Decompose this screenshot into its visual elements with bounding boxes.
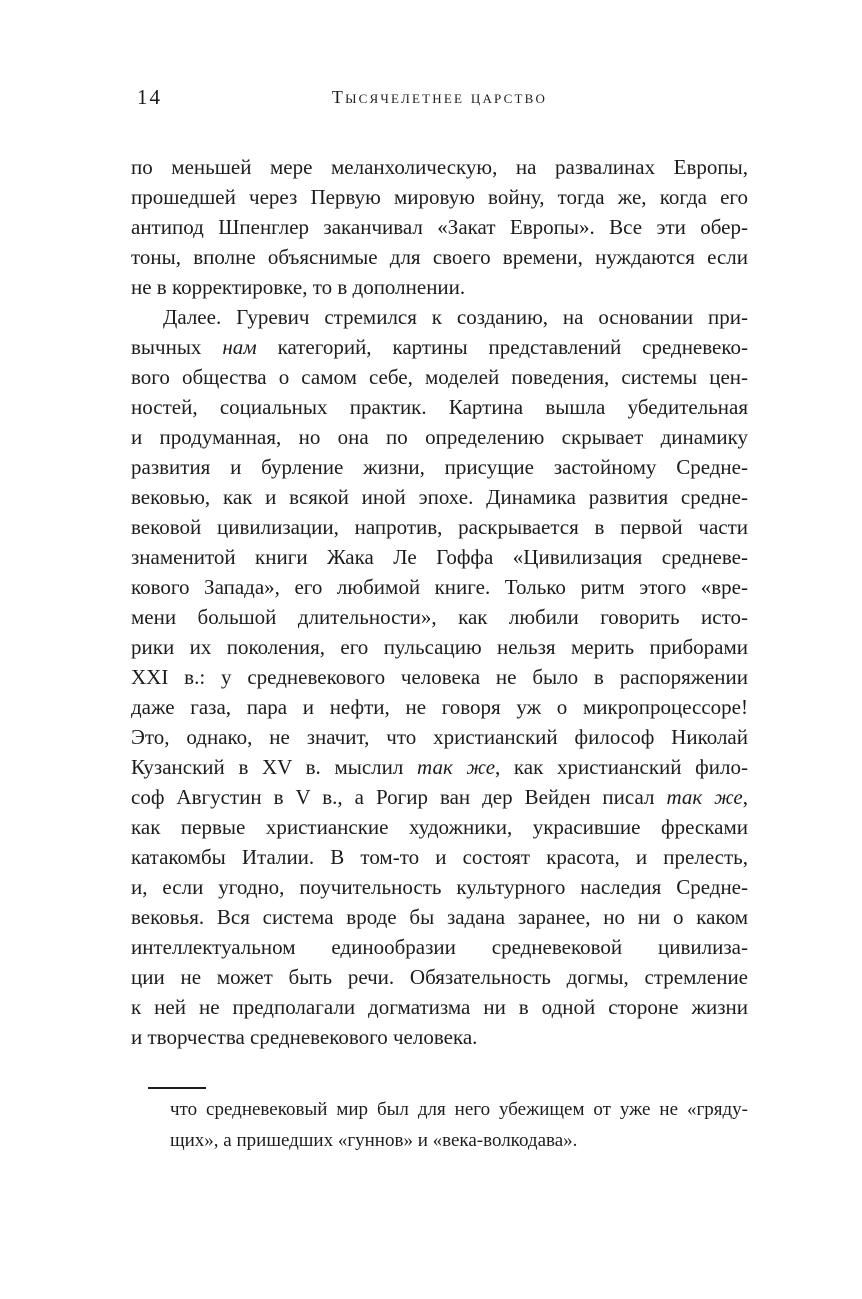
footnote-separator (148, 1087, 206, 1089)
running-header: Тысячелетнее царство (331, 87, 548, 107)
text-line: как первые христианские художники, украсившие фресками (131, 815, 748, 839)
text-line: вычных нам категорий, картины представлений средневеко- (131, 335, 749, 359)
text-line: вековой цивилизации, напротив, раскрывается в первой части (131, 515, 748, 539)
paragraph (131, 302, 748, 1052)
body-text (131, 152, 748, 1052)
text-line: Кузанский в XV в. мыслил так же, как христианский фило- (131, 755, 748, 779)
text-line: соф Августин в V в., а Рогир ван дер Вейден писал так же, (131, 785, 748, 809)
text-line: что средневековый мир был для него убежищем от уже не «гряду- (170, 1099, 748, 1120)
italic-text: так же (417, 755, 496, 779)
text-line: прошедшей через Первую мировую войну, тогда же, когда его (131, 185, 748, 209)
text-line: антипод Шпенглер заканчивал «Закат Европы». Все эти обер- (131, 215, 748, 239)
text-line: и продуманная, но она по определению скрывает динамику (131, 425, 748, 449)
text-line: мени большой длительности», как любили говорить исто- (131, 605, 748, 629)
text-line: вого общества о самом себе, моделей поведения, системы цен- (131, 365, 748, 389)
text-line: катакомбы Италии. В том-то и состоят красота, и прелесть, (131, 845, 748, 869)
text-line: XXI в.: у средневекового человека не было в распоряжении (131, 665, 748, 689)
italic-text: нам (222, 335, 257, 359)
text-line: вековью, как и всякой иной эпохе. Динамика развития средне- (131, 485, 748, 509)
text-line: кового Запада», его любимой книге. Только ритм этого «вре- (131, 575, 748, 599)
text-line: к ней не предполагали догматизма ни в одной стороне жизни (131, 995, 748, 1019)
italic-text: так же (666, 785, 743, 809)
text-line: интеллектуальном единообразии средневековой цивилиза- (131, 935, 748, 959)
text-line: и, если угодно, поучительность культурного наследия Средне- (131, 875, 748, 899)
text-line: и творчества средневекового человека. (131, 1025, 478, 1049)
text-line: Далее. Гуревич стремился к созданию, на основании при- (163, 305, 748, 329)
text-line: развития и бурление жизни, присущие застойному Средне- (131, 455, 748, 479)
footnote-text (170, 1094, 748, 1156)
text-line: Это, однако, не значит, что христианский философ Николай (131, 725, 748, 749)
paragraph (131, 152, 748, 302)
text-line: щих», а пришедших «гуннов» и «века-волкодава». (170, 1130, 578, 1151)
text-line: тоны, вполне объяснимые для своего времени, нуждаются если (131, 245, 748, 269)
text-line: рики их поколения, его пульсацию нельзя мерить приборами (131, 635, 748, 659)
text-line: по меньшей мере меланхолическую, на развалинах Европы, (131, 155, 748, 179)
text-line: ностей, социальных практик. Картина вышла убедительная (131, 395, 748, 419)
text-line: даже газа, пара и нефти, не говоря уж о микропроцессоре! (131, 695, 748, 719)
text-line: вековья. Вся система вроде бы задана заранее, но ни о каком (131, 905, 748, 929)
text-line: не в корректировке, то в дополнении. (131, 275, 466, 299)
text-line: знаменитой книги Жака Ле Гоффа «Цивилизация средневе- (131, 545, 748, 569)
text-line: ции не может быть речи. Обязательность догмы, стремление (131, 965, 748, 989)
page-header (131, 84, 748, 110)
page-number: 14 (137, 85, 162, 109)
